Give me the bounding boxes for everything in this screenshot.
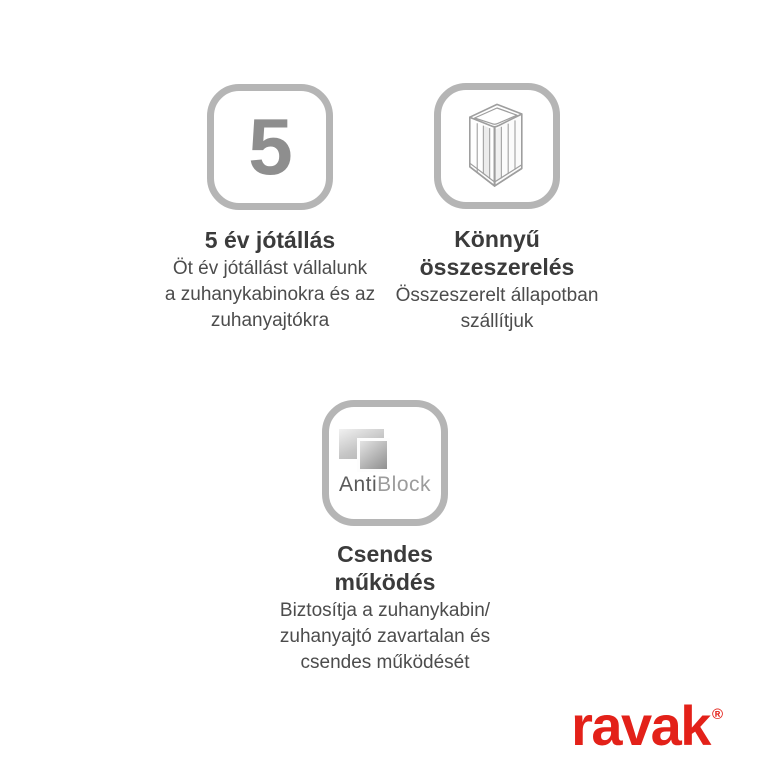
- ravak-wordmark: ravak: [571, 694, 710, 757]
- feature-antiblock: [265, 400, 505, 676]
- body-line: Biztosítja a zuhanykabin/: [279, 600, 491, 621]
- title-line: Könnyű: [454, 226, 540, 252]
- feature-assembly-title: [377, 225, 617, 281]
- antiblock-block-label: Block: [377, 473, 432, 496]
- title-line: összeszerelés: [419, 254, 575, 280]
- feature-antiblock-description: [265, 598, 505, 676]
- feature-warranty-description: [150, 256, 390, 334]
- ravak-logo: [571, 694, 723, 757]
- body-line: Öt év jótállást vállalunk: [172, 258, 368, 279]
- body-line: zuhanyajtó zavartalan és: [279, 626, 491, 647]
- warranty-icon-frame: [207, 84, 333, 210]
- antiblock-icon: [329, 407, 441, 519]
- title-line: Csendes: [337, 541, 433, 567]
- feature-antiblock-title: [265, 540, 505, 596]
- assembly-icon-frame: [434, 83, 560, 209]
- title-line: működés: [334, 569, 436, 595]
- number-5-icon: 5: [248, 102, 292, 191]
- antiblock-wordmark: [329, 473, 441, 497]
- title-line: 5 év jótállás: [204, 227, 336, 253]
- registered-trademark-symbol: ®: [711, 706, 723, 723]
- feature-assembly: [377, 83, 617, 335]
- feature-assembly-description: [377, 283, 617, 335]
- body-line: szállítjuk: [460, 311, 534, 332]
- feature-warranty-title: [150, 226, 390, 254]
- antiblock-front-square: [357, 438, 390, 472]
- body-line: Összeszerelt állapotban: [395, 285, 599, 306]
- body-line: csendes működését: [300, 652, 470, 673]
- antiblock-anti-label: Anti: [338, 473, 378, 496]
- shower-cabin-icon: [457, 96, 537, 196]
- feature-warranty: [150, 84, 390, 334]
- antiblock-icon-frame: [322, 400, 448, 526]
- body-line: a zuhanykabinokra és az: [164, 284, 376, 305]
- body-line: zuhanyajtókra: [210, 310, 330, 331]
